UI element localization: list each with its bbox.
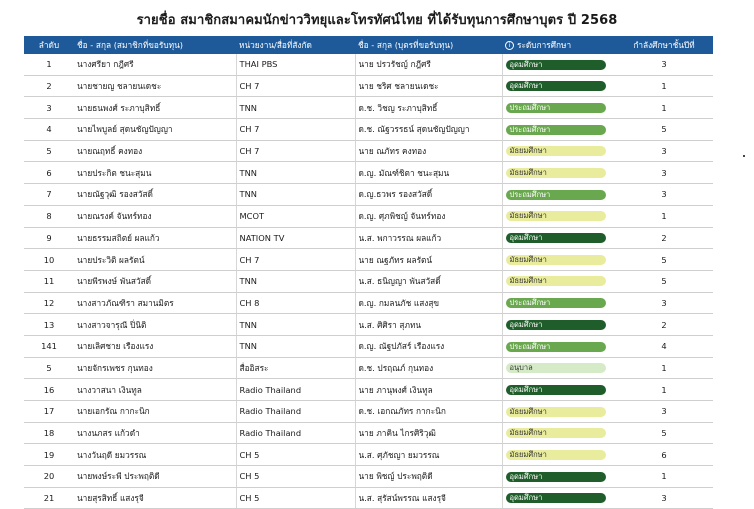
row-year: 4 — [615, 335, 713, 357]
level-badge: ประถมศึกษา — [506, 298, 606, 308]
table-row — [24, 227, 713, 249]
row-year: 2 — [615, 227, 713, 249]
row-level-cell — [502, 314, 615, 336]
level-badge: ประถมศึกษา — [506, 342, 606, 352]
row-level-cell — [502, 140, 615, 162]
table-row — [24, 314, 713, 336]
table-row — [24, 466, 713, 488]
row-member-name: นางวันฤดี ยมวรรณ — [74, 444, 236, 466]
row-child-name: ด.ช. วิชญ ระภาบุสิทธิ์ — [355, 97, 502, 119]
level-badge: อนุบาล — [506, 363, 606, 373]
row-org: CH 7 — [236, 249, 355, 271]
row-org: CH 7 — [236, 140, 355, 162]
row-year: 5 — [615, 270, 713, 292]
row-level-cell — [502, 184, 615, 206]
table-row — [24, 487, 713, 509]
row-member-name: นางศรียา กฎีศรี — [74, 54, 236, 75]
row-child-name: ด.ช. ปรฤณภ์ กุนทอง — [355, 357, 502, 379]
row-no: 141 — [24, 335, 74, 357]
row-member-name: นายณรงค์ จันทร์ทอง — [74, 205, 236, 227]
level-badge: มัธยมศึกษา — [506, 276, 606, 286]
row-child-name: น.ส. ศิศิรา สุภทน — [355, 314, 502, 336]
row-child-name: น.ส. ธนิญญา พันสวัสดิ์ — [355, 270, 502, 292]
row-level-cell — [502, 487, 615, 509]
level-badge: อุดมศึกษา — [506, 81, 606, 91]
row-child-name: น.ส. ศุภัชญา ยมวรรณ — [355, 444, 502, 466]
row-no: 16 — [24, 379, 74, 401]
row-child-name: ด.ญ. ณัฐปภัสร์ เรืองแรง — [355, 335, 502, 357]
row-org: TNN — [236, 270, 355, 292]
row-org: CH 5 — [236, 466, 355, 488]
row-year: 1 — [615, 357, 713, 379]
level-badge: ประถมศึกษา — [506, 190, 606, 200]
row-level-cell — [502, 75, 615, 97]
header-year: กำลังศึกษาชั้นปีที่ — [615, 36, 713, 54]
row-level-cell — [502, 227, 615, 249]
row-child-name: น.ส. พกาวรรณ ผลแก้ว — [355, 227, 502, 249]
level-badge: มัธยมศึกษา — [506, 255, 606, 265]
row-no: 1 — [24, 54, 74, 75]
row-year: 1 — [615, 379, 713, 401]
row-year: 1 — [615, 75, 713, 97]
row-child-name: นาย พิชญ์ ประพฤติดี — [355, 466, 502, 488]
row-no: 7 — [24, 184, 74, 206]
row-no: 3 — [24, 97, 74, 119]
row-year: 5 — [615, 119, 713, 141]
table-row — [24, 140, 713, 162]
level-badge: มัธยมศึกษา — [506, 146, 606, 156]
row-member-name: นางสาวจารุณี ปิ่นิติ — [74, 314, 236, 336]
table-header-row — [24, 36, 713, 54]
level-badge: อุดมศึกษา — [506, 472, 606, 482]
row-member-name: นายณัฐวุฒิ รองสวัสดิ์ — [74, 184, 236, 206]
page-title: รายชื่อ สมาชิกสมาคมนักข่าววิทยุและโทรทัศน์ไทย ที่ได้รับทุนการศึกษาบุตร ปี 2568 — [136, 13, 618, 28]
row-member-name: นายธรรมสถิตย์ ผลแก้ว — [74, 227, 236, 249]
row-year: 3 — [615, 140, 713, 162]
row-org: Radio Thailand — [236, 422, 355, 444]
row-child-name: นาย ภานุพงศ์ เงินทูล — [355, 379, 502, 401]
info-icon: i — [505, 41, 514, 50]
row-year: 2 — [615, 314, 713, 336]
row-org: MCOT — [236, 205, 355, 227]
row-member-name: นายจักรเพชร กุนทอง — [74, 357, 236, 379]
row-child-name: ด.ญ.ธวพร รองสวัสดิ์ — [355, 184, 502, 206]
row-org: สื่ออิสระ — [236, 357, 355, 379]
row-level-cell — [502, 357, 615, 379]
row-no: 2 — [24, 75, 74, 97]
table-row — [24, 97, 713, 119]
level-badge: มัธยมศึกษา — [506, 450, 606, 460]
row-child-name: ด.ญ. ศุภพิชญ์ จันทร์ทอง — [355, 205, 502, 227]
row-member-name: นายสุรสิทธิ์ แสงรุจี — [74, 487, 236, 509]
row-member-name: นายประวิติ ผลรัตน์ — [74, 249, 236, 271]
row-year: 3 — [615, 162, 713, 184]
table-row — [24, 335, 713, 357]
row-child-name: นาย ณฐภัทร ผลรัตน์ — [355, 249, 502, 271]
row-no: 11 — [24, 270, 74, 292]
row-child-name: ด.ญ. มัณฑ์ชิตา ชนะสุมน — [355, 162, 502, 184]
table-row — [24, 162, 713, 184]
table-row — [24, 357, 713, 379]
row-year: 1 — [615, 97, 713, 119]
row-level-cell — [502, 466, 615, 488]
row-org: CH 7 — [236, 119, 355, 141]
level-badge: มัธยมศึกษา — [506, 428, 606, 438]
row-no: 8 — [24, 205, 74, 227]
row-no: 21 — [24, 487, 74, 509]
row-org: Radio Thailand — [236, 401, 355, 423]
level-badge: ประถมศึกษา — [506, 103, 606, 113]
row-member-name: นายธนพงศ์ ระภาบุสิทธิ์ — [74, 97, 236, 119]
header-level-label: ระดับการศึกษา — [517, 40, 572, 50]
row-year: 1 — [615, 466, 713, 488]
row-no: 19 — [24, 444, 74, 466]
row-member-name: นายพงษ์ระพี ประพฤติดี — [74, 466, 236, 488]
table-row — [24, 379, 713, 401]
row-member-name: นายพีรพงษ์ พันสวัสดิ์ — [74, 270, 236, 292]
row-org: TNN — [236, 162, 355, 184]
table-row — [24, 205, 713, 227]
row-child-name: นาย ภาคิน ไกรศิริวุฒิ — [355, 422, 502, 444]
row-year: 5 — [615, 422, 713, 444]
level-badge: อุดมศึกษา — [506, 233, 606, 243]
row-no: 5 — [24, 140, 74, 162]
row-org: NATION TV — [236, 227, 355, 249]
header-org: หน่วยงาน/สื่อที่สังกัด — [236, 36, 355, 54]
row-org: CH 5 — [236, 444, 355, 466]
row-year: 3 — [615, 487, 713, 509]
row-org: CH 7 — [236, 75, 355, 97]
table-row — [24, 401, 713, 423]
row-child-name: นาย ชริศ ชลายนเดชะ — [355, 75, 502, 97]
row-no: 17 — [24, 401, 74, 423]
table-row — [24, 444, 713, 466]
row-member-name: นางวาสนา เงินทูล — [74, 379, 236, 401]
row-level-cell — [502, 119, 615, 141]
header-member: ชื่อ - สกุล (สมาชิกที่ขอรับทุน) — [74, 36, 236, 54]
row-member-name: นายไพบูลย์ สุดนชัญปัญญา — [74, 119, 236, 141]
row-org: THAI PBS — [236, 54, 355, 75]
row-year: 3 — [615, 292, 713, 314]
table-row — [24, 184, 713, 206]
row-org: Radio Thailand — [236, 379, 355, 401]
row-level-cell — [502, 162, 615, 184]
row-level-cell — [502, 54, 615, 75]
level-badge: อุดมศึกษา — [506, 493, 606, 503]
level-badge: ประถมศึกษา — [506, 125, 606, 135]
row-level-cell — [502, 444, 615, 466]
row-org: CH 8 — [236, 292, 355, 314]
table-row — [24, 270, 713, 292]
row-no: 10 — [24, 249, 74, 271]
scholarship-table — [24, 36, 713, 509]
row-child-name: น.ส. สุรัสน์พรรณ แสงรุจี — [355, 487, 502, 509]
table-body — [24, 54, 713, 509]
level-badge: อุดมศึกษา — [506, 320, 606, 330]
row-member-name: นายณฤทธิ์ คงทอง — [74, 140, 236, 162]
level-badge: มัธยมศึกษา — [506, 168, 606, 178]
row-level-cell — [502, 401, 615, 423]
row-no: 13 — [24, 314, 74, 336]
row-no: 6 — [24, 162, 74, 184]
row-org: TNN — [236, 184, 355, 206]
row-no: 5 — [24, 357, 74, 379]
row-no: 12 — [24, 292, 74, 314]
row-no: 20 — [24, 466, 74, 488]
level-badge: อุดมศึกษา — [506, 60, 606, 70]
row-org: TNN — [236, 335, 355, 357]
table-row — [24, 422, 713, 444]
row-year: 6 — [615, 444, 713, 466]
row-member-name: นายประกิต ชนะสุมน — [74, 162, 236, 184]
header-child: ชื่อ - สกุล (บุตรที่ขอรับทุน) — [355, 36, 502, 54]
row-level-cell — [502, 205, 615, 227]
row-member-name: นายเอกรัณ กากะนิก — [74, 401, 236, 423]
row-child-name: ด.ญ. กมลนภัช แสงสุข — [355, 292, 502, 314]
row-level-cell — [502, 422, 615, 444]
row-year: 5 — [615, 249, 713, 271]
row-org: TNN — [236, 97, 355, 119]
level-badge: มัธยมศึกษา — [506, 211, 606, 221]
row-level-cell — [502, 292, 615, 314]
row-member-name: นายชายญ ชลายนเดชะ — [74, 75, 236, 97]
table-row — [24, 75, 713, 97]
row-org: CH 5 — [236, 487, 355, 509]
row-level-cell — [502, 97, 615, 119]
row-no: 4 — [24, 119, 74, 141]
row-year: 3 — [615, 401, 713, 423]
row-child-name: นาย ปรวรัชญ์ กฎีศรี — [355, 54, 502, 75]
table-row — [24, 54, 713, 75]
level-badge: อุดมศึกษา — [506, 385, 606, 395]
row-child-name: นาย ณภัทร คงทอง — [355, 140, 502, 162]
row-no: 9 — [24, 227, 74, 249]
row-member-name: นางสาวภัณฑิรา สมานมิตร — [74, 292, 236, 314]
row-year: 1 — [615, 205, 713, 227]
row-no: 18 — [24, 422, 74, 444]
row-child-name: ด.ช. ณัฐวรรธน์ สุดนชัญปัญญา — [355, 119, 502, 141]
table-row — [24, 292, 713, 314]
page-mark — [743, 155, 745, 157]
level-badge: มัธยมศึกษา — [506, 407, 606, 417]
row-org: TNN — [236, 314, 355, 336]
header-level — [502, 36, 615, 54]
header-no: ลำดับ — [24, 36, 74, 54]
row-level-cell — [502, 379, 615, 401]
row-child-name: ด.ช. เอกณภัทร กากะนิก — [355, 401, 502, 423]
row-level-cell — [502, 270, 615, 292]
row-level-cell — [502, 335, 615, 357]
row-member-name: นางนภสร แก้วดำ — [74, 422, 236, 444]
row-year: 3 — [615, 184, 713, 206]
row-member-name: นายเลิศชาย เรืองแรง — [74, 335, 236, 357]
row-year: 3 — [615, 54, 713, 75]
table-row — [24, 249, 713, 271]
row-level-cell — [502, 249, 615, 271]
table-row — [24, 119, 713, 141]
